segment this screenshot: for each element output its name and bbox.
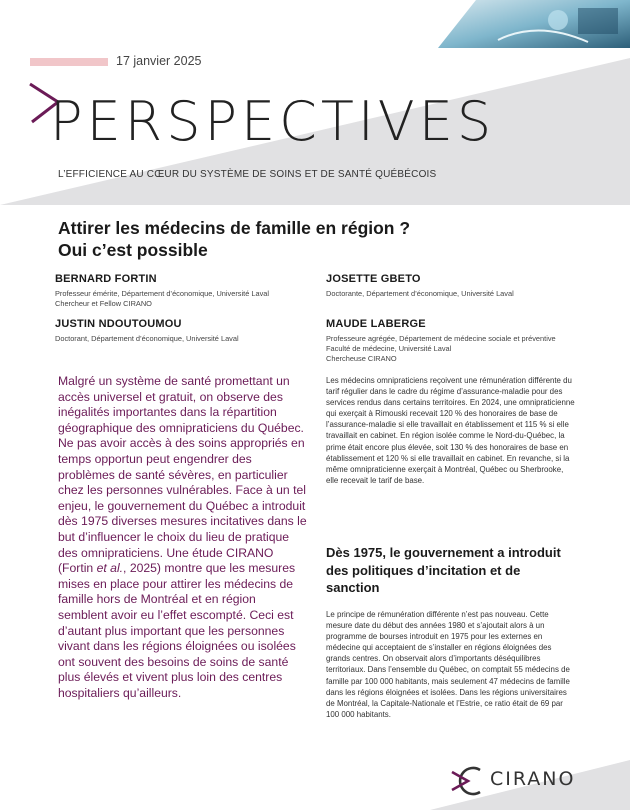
publication-date: 17 janvier 2025 — [116, 54, 202, 68]
title-line-1: Attirer les médecins de famille en région ? — [58, 218, 411, 238]
lead-text: , 2025) montre que les mesures mises en place pour attirer les médecins de famille hors de Montréal et en région semblent avoir eu l’effet escompté. Ceci est d’autant plus important que les personnes vivant dans les régions éloignées ou isolées ont souvent des besoins de soins de santé plus élevés et vivent plus loin des centres hospitaliers qu’ailleurs. — [58, 561, 296, 700]
cirano-logo-text: CIRANO — [490, 768, 576, 790]
section-heading: Dès 1975, le gouvernement a introduit des politiques d’incitation et de sanction — [326, 545, 561, 595]
header-photo — [438, 0, 630, 48]
lead-italic: et al. — [96, 561, 124, 576]
date-accent-bar — [30, 58, 108, 66]
affiliation-line: Professeur émérite, Département d’économique, Université Laval — [55, 289, 270, 298]
lead-text: Malgré un système de santé promettant un accès universel et gratuit, on observe des inégalités importantes dans la répartition géographique des omnipraticiens du Québec. Ne pas avoir accès à des soins appropriés en temps opportun peut engendrer des problèmes de santé sévères, en particulier chez les personnes vulnérables. Face à un tel enjeu, le gouvernement du Québec a introduit dès 1975 diverses mesures incitatives dans le but d’influencer le choix du lieu de pratique des omnipraticiens. Une étude CIRANO (Fortin — [58, 374, 307, 576]
affiliation-line: Faculté de médecine, Université Laval — [326, 344, 452, 353]
author-affiliation — [326, 289, 514, 299]
author-affiliation — [326, 334, 556, 364]
tagline: L’EFFICIENCE AU CŒUR DU SYSTÈME DE SOINS ET DE SANTÉ QUÉBÉCOIS — [58, 169, 437, 180]
brand-text: PERSPECTIVES — [50, 90, 496, 153]
article-title — [58, 217, 410, 261]
affiliation-line: Doctorant, Département d’économique, Université Laval — [55, 334, 239, 343]
affiliation-line: Chercheuse CIRANO — [326, 354, 397, 363]
author-affiliation — [55, 334, 239, 344]
cirano-logo-icon — [450, 766, 486, 796]
lead-paragraph — [58, 374, 308, 701]
author-affiliation — [55, 289, 269, 309]
author-name: MAUDE LABERGE — [326, 318, 426, 330]
body-paragraph: Le principe de rémunération différente n’est pas nouveau. Cette mesure date du début des années 1980 et s’ajoutait alors à un programme de bourses introduit en 1975 pour les externes en médecine qui acceptaient de s’installer en régions éloignées des grands centres. On observait alors d’importants déséquilibres territoriaux. Dans l’ensemble du Québec, on comptait 55 médecins de famille par 100 000 habitants, mais seulement 47 médecins de famille dans les régions éloignées et isolées. Dans les régions universitaires de Montréal, la Capitale-Nationale et l’Estrie, ce ratio était de 69 par 100 000 habitants. — [326, 610, 570, 719]
body-paragraph: Les médecins omnipraticiens reçoivent une rémunération différente du tarif régulier dans le cadre du régime d’assurance-maladie pour des services rendus dans certains territoires. En 2024, une omnipraticienne qui exerçait à Rimouski recevait 120 % des honoraires de base de l’assurance-maladie si elle travaillait en établissement et 115 % si elle travaillait en cabinet. En région isolée comme le Nord-du-Québec, la prime était encore plus élevée, soit 130 % des honoraires de base en établissement et 120 % si elle travaillait en cabinet. En revanche, si la même omnipraticienne exerçait à Montréal, Québec ou Sherbrooke, elle recevait le tarif de base. — [326, 376, 575, 485]
author-name: JOSETTE GBETO — [326, 273, 421, 285]
affiliation-line: Chercheur et Fellow CIRANO — [55, 299, 152, 308]
perspectives-logo — [28, 82, 518, 154]
affiliation-line: Professeure agrégée, Département de médecine sociale et préventive — [326, 334, 556, 343]
author-name: BERNARD FORTIN — [55, 273, 157, 285]
affiliation-line: Doctorante, Département d’économique, Université Laval — [326, 289, 514, 298]
author-name: JUSTIN NDOUTOUMOU — [55, 318, 182, 330]
title-line-2: Oui c’est possible — [58, 240, 208, 260]
